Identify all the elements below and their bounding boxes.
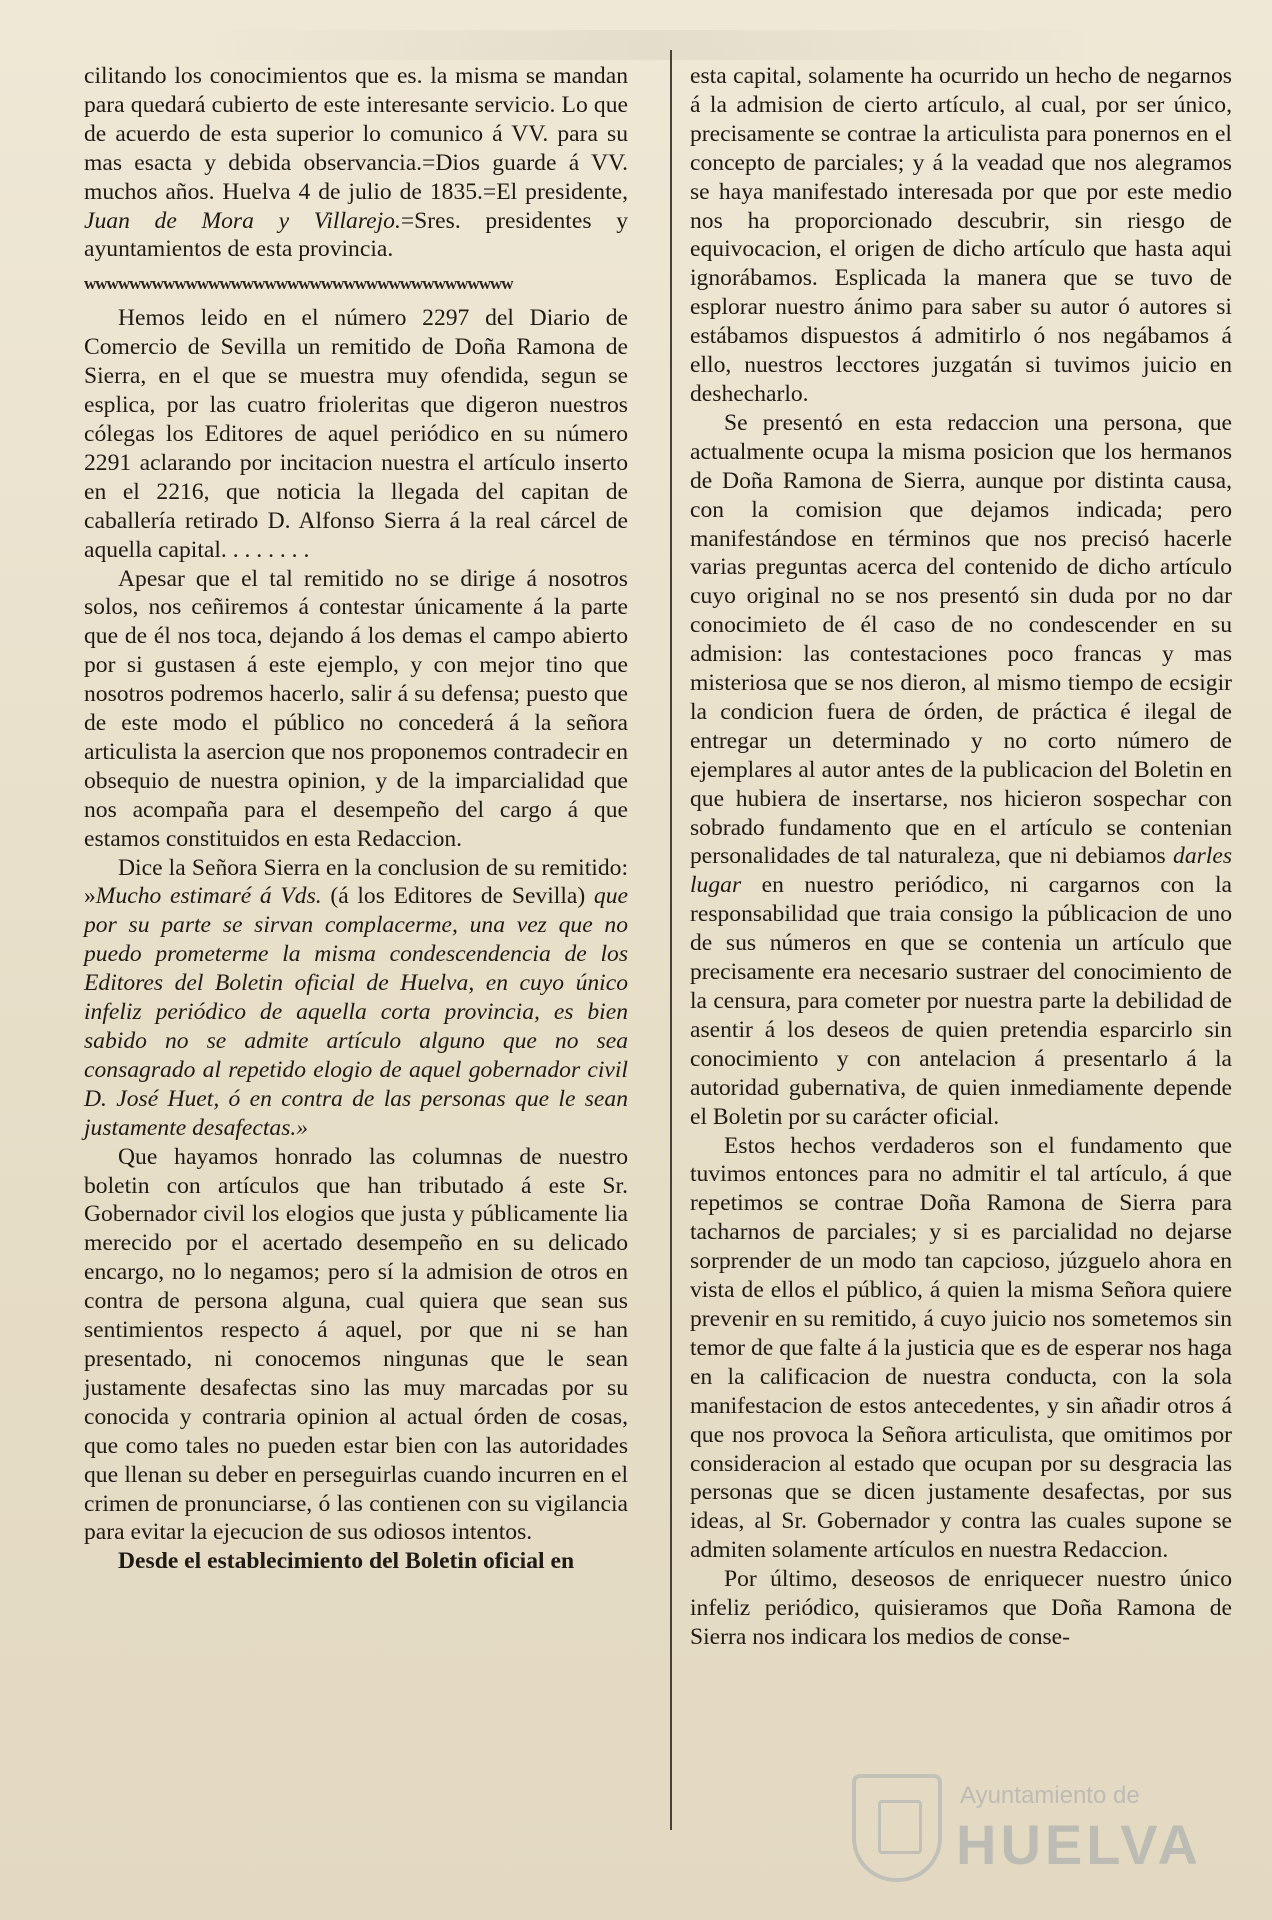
dice-quote-b: que por su parte se sirvan complacerme, una vez que no puedo prometerme la misma condescendencia de los Editores del Boletin oficial de Huelva, en cuyo único infeliz periódico de aquella corta provincia, es bien sabido no se admite artículo alguno que no sea consagrado al repetido elogio de aquel gobernador civil D. José Huet, ó en contra de las personas que le sean justamente desafectas.»: [84, 883, 628, 1141]
se-presento-italic: darles lugar: [690, 843, 1232, 899]
show-through-text: [200, 30, 1100, 60]
archive-watermark: [852, 1764, 1212, 1894]
paragraph-opening: [84, 62, 628, 264]
paragraph-dice: [84, 854, 628, 1143]
watermark-big-text: HUELVA: [956, 1813, 1202, 1876]
paragraph-estos: Estos hechos verdaderos son el fundamento que tuvimos entonces para no admitir el tal artículo, á que repetimos se contrae Doña Ramona de Sierra para tacharnos de parciales; y si es parcialidad no dejarse sorprender de un modo tan capcioso, júzguelo ahora en vista de ellos el público, á quien la misma Señora quiere prevenir en su remitido, á cuyo juicio nos sometemos sin temor de que falte á la justicia que es de esperar nos haga en la calificacion de nuestra conducta, con la sola manifestacion de estos antecedentes, y sin añadir otros á que nos provoca la Señora articulista, que omitimos por consideracion al estado que ocupan por su desgracia las personas que se dicen justamente desafectas, por sus ideas, al Sr. Gobernador y contra las cuales supone se admiten solamente artículos en nuestra Redaccion.: [690, 1132, 1232, 1564]
left-column: [84, 62, 628, 1576]
paragraph-hemos: Hemos leido en el número 2297 del Diario de Comercio de Sevilla un remitido de Doña Ramona de Sierra, en el que se muestra muy ofendida, segun se esplica, por las cuatro frioleritas que digeron nuestros cólegas los Editores de aquel periódico en su número 2291 aclarando por incitacion nuestra el artículo inserto en el 2216, que noticia la llegada del capitan de caballería retirado D. Alfonso Sierra á la real cárcel de aquella capital. . . . . . . .: [84, 305, 628, 563]
paragraph-apesar: Apesar que el tal remitido no se dirige á nosotros solos, nos ceñiremos á contestar únicamente á la parte que de él nos toca, dejando á los demas el campo abierto por si gustasen á este ejemplo, y con mejor tino que nosotros podremos hacerlo, salir á su defensa; puesto que de este modo el público no concederá á la señora articulista la asercion que nos proponemos contradecir en obsequio de nuestra opinion, y de la imparcialidad que nos acompaña para el desempeño del cargo á que estamos constituidos en esta Redaccion.: [84, 565, 628, 852]
se-presento-text: Se presentó en esta redaccion una persona, que actualmente ocupa la misma posicion que los hermanos de Doña Ramona de Sierra, aunque por distinta causa, con la comision que dejamos indicada; pero manifestándose en términos que nos precisó hacerle varias preguntas acerca del contenido de dicho artículo cuyo original no se nos presentó sin duda por no dar conocimieto de él caso de no condescender en su admision: las contestaciones poco francas y mas misteriosa que se nos dieron, al mismo tiempo de ecsigir la condicion fuera de órden, de práctica é ilegal de entregar un determinado y no corto número de ejemplares al autor antes de la publicacion del Boletin en que hubiera de insertarse, nos hicieron sospechar con sobrado fundamento que en el artículo se contenian personalidades de tal naturaleza, que ni debiamos: [690, 409, 1232, 870]
paragraph-por-ultimo: Por último, deseosos de enriquecer nuestro único infeliz periódico, quisieramos que Doña Ramona de Sierra nos indicara los medios de conse-: [690, 1566, 1232, 1650]
se-presento-tail: en nuestro periódico, ni cargarnos con la responsabilidad que traia consigo la públicacion de uno de sus números en que se contenia un artículo que precisamente era necesario sustraer del conocimiento de la censura, para cometer por nuestra parte la debilidad de asentir á los deseos de quien pretendia esparcirlo sin conocimiento y con antelacion á presentarlo á la autoridad gubernativa, de quien inmediamente depende el Boletin por su carácter oficial.: [690, 872, 1232, 1130]
paragraph-desde: Desde el establecimiento del Boletin oficial en: [118, 1548, 575, 1575]
paragraph-continuation: esta capital, solamente ha ocurrido un hecho de negarnos á la admision de cierto artículo, al cual, por ser único, precisamente se contrae la articulista para ponernos en el concepto de parciales; y á la veadad que nos alegramos se haya manifestado interesada por que por este medio nos ha proporcionado descubrir, sin riesgo de equivocacion, el origen de dicho artículo que hasta aqui ignorábamos. Esplicada la manera que se tuvo de esplorar nuestro ánimo para saber su autor ó autores si estábamos dispuestos á admitirlo ó nos negábamos á ello, nuestros lecctores juzgatán si tuvimos juicio en deshecharlo.: [690, 63, 1232, 407]
paragraph-se-presento: [690, 409, 1232, 1132]
right-column: [690, 62, 1232, 1652]
watermark-small-text: Ayuntamiento de: [960, 1782, 1140, 1809]
paragraph-que: Que hayamos honrado las columnas de nuestro boletin con artículos que han tributado á este Sr. Gobernador civil los elogios que justa y públicamente lia merecido por el acertado desempeño en su delicado encargo, no lo negamos; pero sí la admision de otros en contra de persona alguna, cual quiera que sean sus sentimientos respecto á aquel, por que ni se han presentado, ni conocemos ningunas que le sean justamente desafectas sino las muy marcadas por su conocida y contraria opinion al actual órden de cosas, que como tales no pueden estar bien con las autoridades que llenan su deber en perseguirlas cuando incurren en el crimen de pronunciarse, ó las contienen con su vigilancia para evitar la ejecucion de sus odiosos intentos.: [84, 1143, 628, 1546]
opening-tail: =Sres. presidentes y ayuntamientos de esta provincia.: [84, 207, 628, 263]
opening-text: cilitando los conocimientos que es. la misma se mandan para quedará cubierto de este interesante servicio. Lo que de acuerdo de esta superior lo comunico á VV. para su mas esacta y debida observancia.=Dios guarde á VV. muchos años. Huelva 4 de julio de 1835.=El presidente,: [84, 63, 628, 205]
dice-intro: Dice la Señora Sierra en la conclusion de su remitido: »: [84, 854, 628, 910]
signer-name: Juan de Mora y Villarejo.: [84, 207, 401, 234]
dice-mid: (á los Editores de Sevilla): [321, 883, 594, 910]
column-rule: [670, 50, 672, 1830]
section-separator: wwwwwwwwwwwwwwwwwwwwwwwwwwwwwwwwwwwwww: [84, 276, 513, 293]
city-shield-icon: [852, 1774, 942, 1882]
dice-quote-a: Mucho estimaré á Vds.: [95, 883, 322, 910]
